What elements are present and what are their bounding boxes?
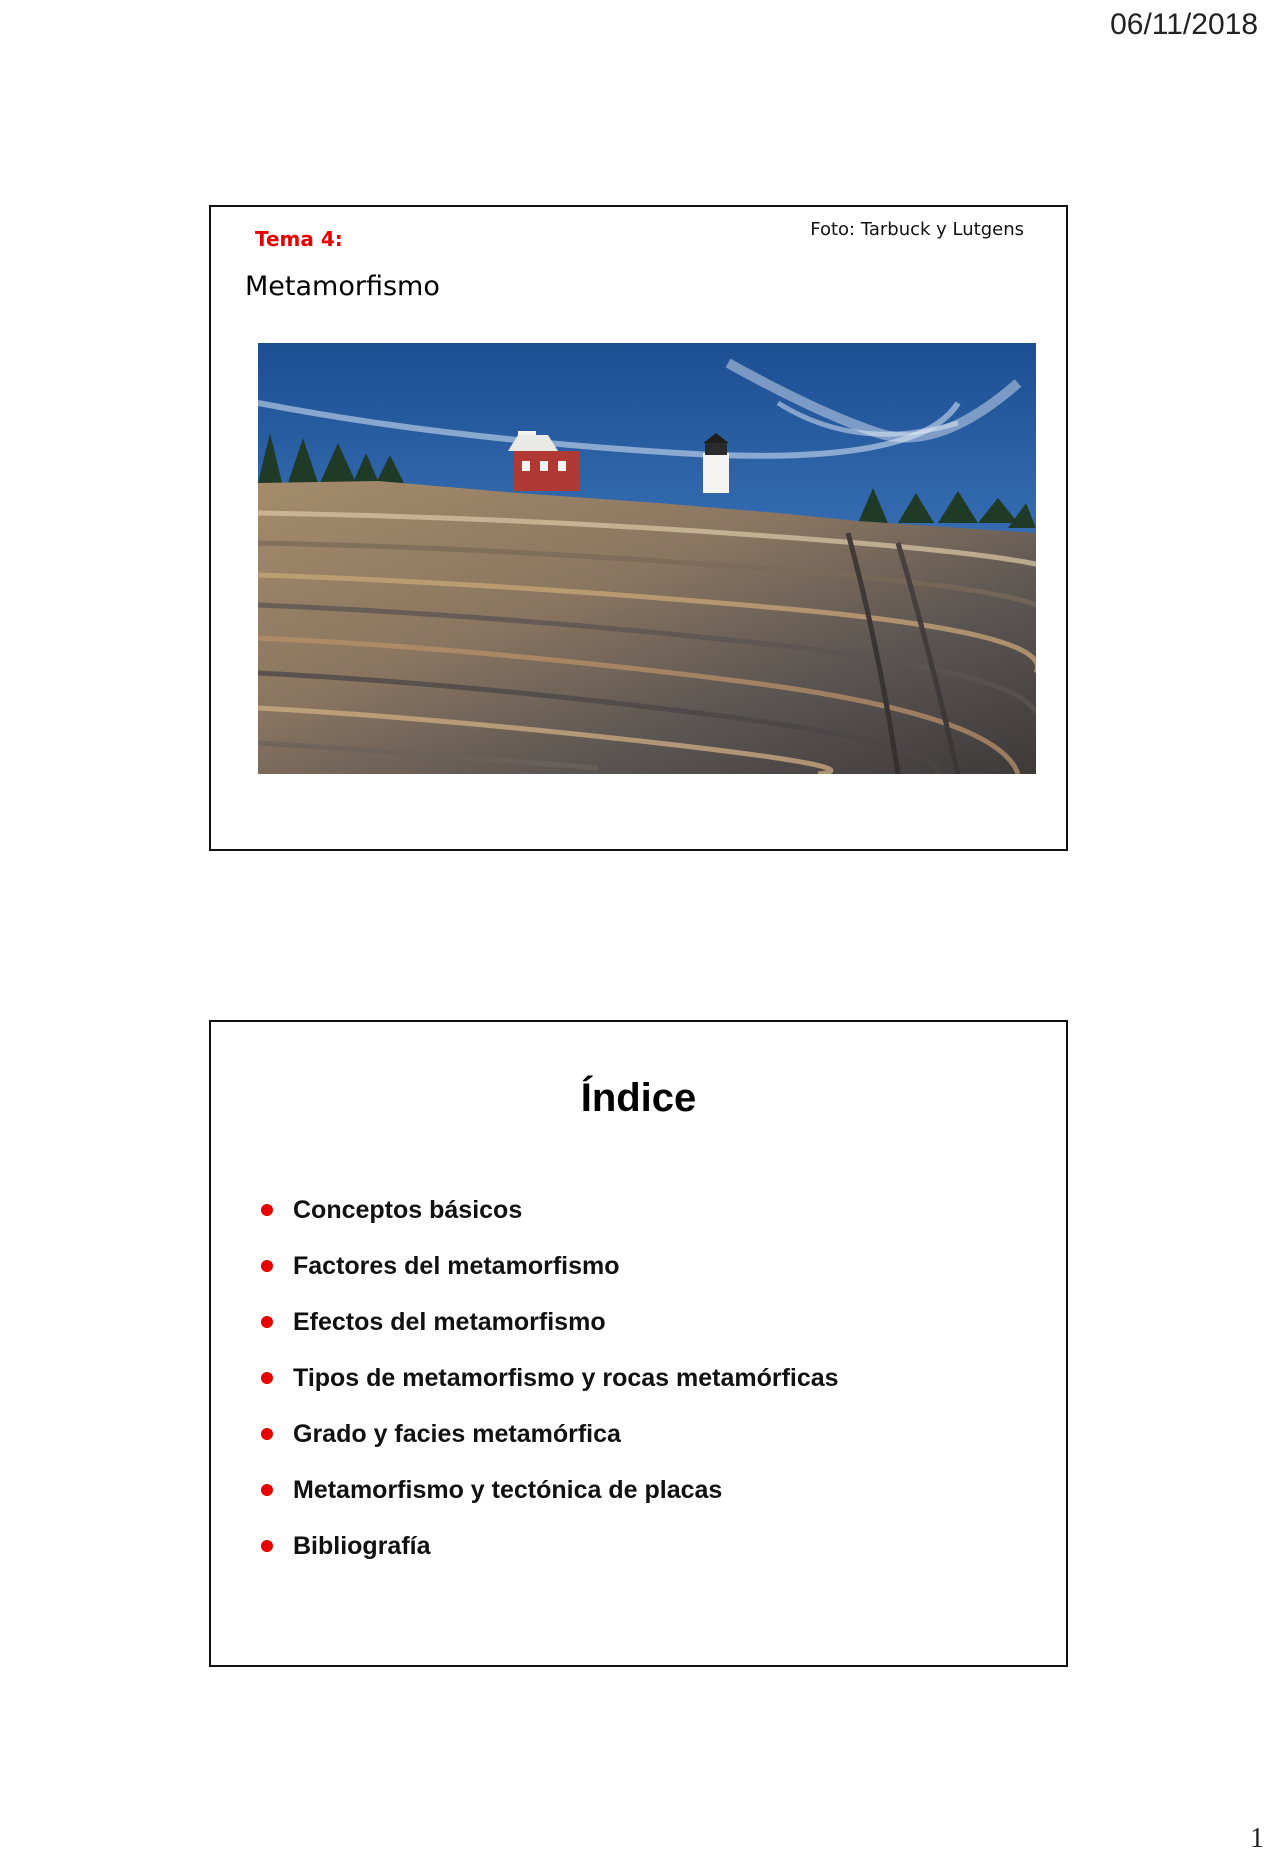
bullet-icon xyxy=(261,1540,273,1552)
list-item: Factores del metamorfismo xyxy=(261,1238,839,1294)
lighthouse xyxy=(703,433,729,493)
list-item: Efectos del metamorfismo xyxy=(261,1294,839,1350)
topic-label: Tema 4: xyxy=(255,227,343,251)
page-number: 1 xyxy=(1250,1823,1264,1854)
bullet-icon xyxy=(261,1372,273,1384)
list-item: Conceptos básicos xyxy=(261,1182,839,1238)
landscape-photo xyxy=(258,343,1036,774)
slide-title-text: Metamorfismo xyxy=(245,271,440,302)
photo-credit: Foto: Tarbuck y Lutgens xyxy=(810,219,1024,240)
index-list xyxy=(261,1182,839,1574)
list-item: Tipos de metamorfismo y rocas metamórficas xyxy=(261,1350,839,1406)
bullet-icon xyxy=(261,1260,273,1272)
bullet-icon xyxy=(261,1484,273,1496)
index-title: Índice xyxy=(580,1076,697,1120)
print-date: 06/11/2018 xyxy=(1110,8,1258,41)
slide-title xyxy=(209,205,1068,851)
list-item: Metamorfismo y tectónica de placas xyxy=(261,1462,839,1518)
list-item: Bibliografía xyxy=(261,1518,839,1574)
bullet-icon xyxy=(261,1316,273,1328)
bullet-icon xyxy=(261,1428,273,1440)
bullet-icon xyxy=(261,1204,273,1216)
slide-index xyxy=(209,1020,1068,1667)
list-item: Grado y facies metamórfica xyxy=(261,1406,839,1462)
